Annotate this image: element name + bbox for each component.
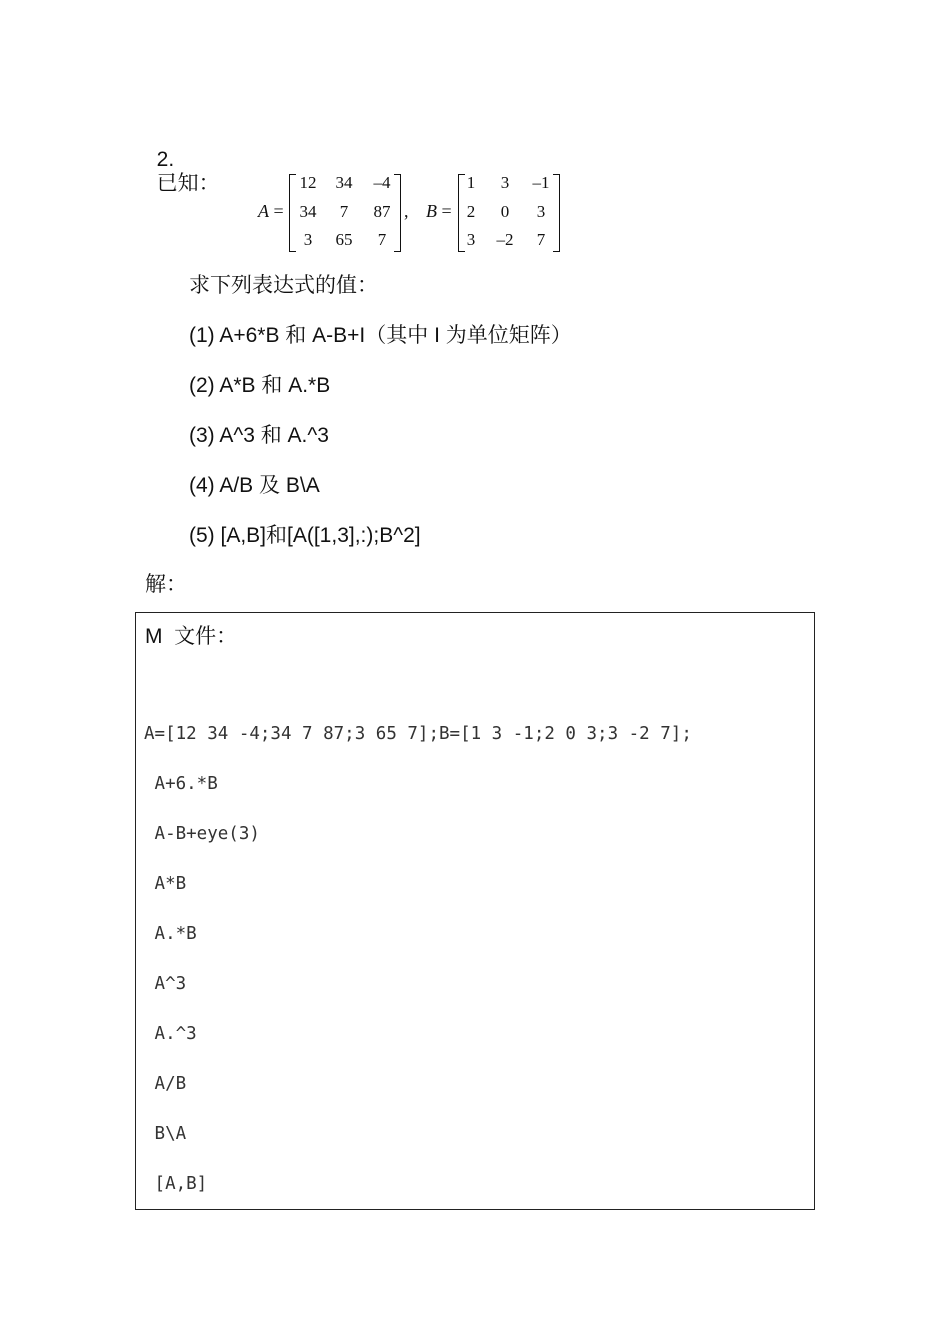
matrix-b-equals: = <box>441 201 452 221</box>
matrix-b-cell: 3 <box>466 230 476 249</box>
matrix-b-cell: –2 <box>496 230 514 249</box>
question-item-4: (4) A/B 及 B\A <box>189 474 320 497</box>
matrix-a-cell: 12 <box>299 173 317 192</box>
matrix-a-name: A <box>258 201 269 221</box>
matrix-b-cell: 3 <box>536 202 546 221</box>
question-intro: 已知： <box>156 172 220 195</box>
matrix-b-cell: 0 <box>500 202 510 221</box>
matrix-a-cell: 7 <box>377 230 387 249</box>
code-line: A.*B <box>144 924 197 944</box>
question-number-text: 2. <box>156 148 175 171</box>
matrix-a-cell: 34 <box>299 202 317 221</box>
question-item-3: (3) A^3 和 A.^3 <box>189 424 329 447</box>
code-line: [A,B] <box>144 1174 208 1194</box>
code-line: A*B <box>144 874 187 894</box>
mfile-title: M 文件： <box>145 625 238 648</box>
matrix-b-name: B <box>426 201 437 221</box>
matrix-a-right-bracket <box>394 174 401 252</box>
matrix-separator: , <box>404 201 409 221</box>
matrix-a-equals: = <box>273 201 284 221</box>
answer-label: 解： <box>145 573 187 596</box>
matrix-a-cell: 7 <box>339 202 349 221</box>
matrix-a-cell: 3 <box>303 230 313 249</box>
matrix-a-cell: –4 <box>373 173 391 192</box>
matrix-a-cell: 34 <box>335 173 353 192</box>
code-line: A-B+eye(3) <box>144 824 260 844</box>
question-item-5: (5) [A,B]和[A([1,3],:);B^2] <box>189 524 421 547</box>
matrix-a-cell: 87 <box>373 202 391 221</box>
matrix-a-label <box>258 201 284 222</box>
question-item-1: (1) A+6*B 和 A-B+I（其中 I 为单位矩阵） <box>189 324 572 347</box>
matrix-b-right-bracket <box>553 174 560 252</box>
code-line: A^3 <box>144 974 187 994</box>
code-line: A/B <box>144 1074 187 1094</box>
question-prompt: 求下列表达式的值： <box>189 274 378 297</box>
code-line: B\A <box>144 1124 187 1144</box>
code-line: A+6.*B <box>144 774 218 794</box>
matrix-b-cell: 2 <box>466 202 476 221</box>
matrix-b-label <box>426 201 452 222</box>
matrix-a-cell: 65 <box>335 230 353 249</box>
matrix-b-cell: –1 <box>532 173 550 192</box>
code-line: A=[12 34 -4;34 7 87;3 65 7];B=[1 3 -1;2 0 3;3 -2 7]; <box>144 724 692 744</box>
matrix-b-cell: 7 <box>536 230 546 249</box>
matrix-b-cell: 3 <box>500 173 510 192</box>
question-item-2: (2) A*B 和 A.*B <box>189 374 331 397</box>
matrix-b-cell: 1 <box>466 173 476 192</box>
mfile-code-box <box>135 612 815 1210</box>
matrix-definitions <box>258 170 578 256</box>
question-number <box>145 124 220 196</box>
code-line: A.^3 <box>144 1024 197 1044</box>
